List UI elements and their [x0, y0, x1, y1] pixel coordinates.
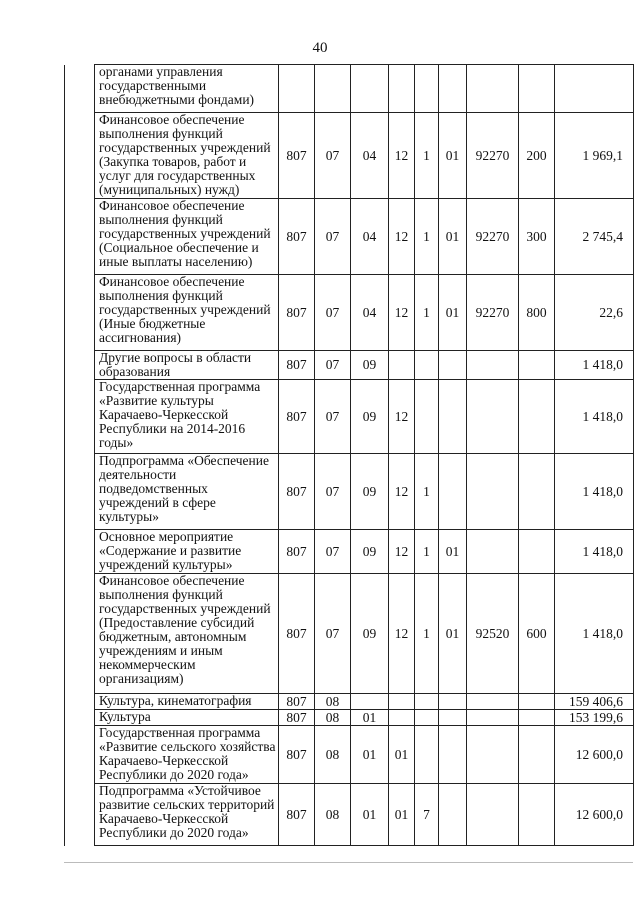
row-name: Культура, кинематография — [95, 694, 279, 710]
cell-p2: 1 — [415, 275, 439, 351]
cell-amount: 2 745,4 — [555, 199, 634, 275]
table-row — [65, 275, 634, 351]
cell-p4 — [467, 694, 519, 710]
cell-pr: 09 — [351, 351, 389, 380]
cell-p1: 12 — [389, 113, 415, 199]
row-name: Основное мероприятие «Содержание и развитие учреждений культуры» — [95, 530, 279, 574]
cell-pr: 01 — [351, 726, 389, 784]
cell-gr: 807 — [279, 574, 315, 694]
cell-vr — [519, 530, 555, 574]
row-margin-cell — [65, 275, 95, 351]
cell-pr: 04 — [351, 199, 389, 275]
cell-p3: 01 — [439, 199, 467, 275]
cell-p2: 1 — [415, 199, 439, 275]
row-name: Подпрограмма «Обеспечение деятельности подведомственных учреждений в сфере культуры» — [95, 454, 279, 530]
row-name: Государственная программа «Развитие сельского хозяйства Карачаево-Черкесской Республики до 2020 года» — [95, 726, 279, 784]
budget-table — [64, 64, 634, 846]
row-margin-cell — [65, 65, 95, 113]
cell-p2 — [415, 710, 439, 726]
cell-vr — [519, 351, 555, 380]
cell-p1: 12 — [389, 574, 415, 694]
page-bottom-line — [64, 862, 633, 863]
cell-p1: 12 — [389, 199, 415, 275]
cell-p2 — [415, 380, 439, 454]
table-row — [65, 710, 634, 726]
row-name: Другие вопросы в области образования — [95, 351, 279, 380]
cell-rz: 07 — [315, 454, 351, 530]
cell-rz: 07 — [315, 574, 351, 694]
cell-p3: 01 — [439, 275, 467, 351]
cell-amount: 12 600,0 — [555, 726, 634, 784]
cell-gr: 807 — [279, 530, 315, 574]
cell-amount: 22,6 — [555, 275, 634, 351]
cell-rz: 07 — [315, 275, 351, 351]
cell-p1: 12 — [389, 380, 415, 454]
cell-gr: 807 — [279, 454, 315, 530]
row-name: органами управления государственными внебюджетными фондами) — [95, 65, 279, 113]
row-name: Финансовое обеспечение выполнения функций государственных учреждений (Социальное обеспечение и иные выплаты населению) — [95, 199, 279, 275]
cell-p4 — [467, 710, 519, 726]
cell-amount: 1 418,0 — [555, 454, 634, 530]
cell-p4 — [467, 380, 519, 454]
cell-p2 — [415, 65, 439, 113]
cell-vr — [519, 454, 555, 530]
row-margin-cell — [65, 694, 95, 710]
cell-p4 — [467, 454, 519, 530]
row-margin-cell — [65, 199, 95, 275]
cell-rz: 07 — [315, 530, 351, 574]
table-row — [65, 694, 634, 710]
cell-p3 — [439, 351, 467, 380]
cell-pr — [351, 65, 389, 113]
cell-gr: 807 — [279, 784, 315, 846]
cell-vr — [519, 784, 555, 846]
cell-vr: 600 — [519, 574, 555, 694]
row-name: Финансовое обеспечение выполнения функций государственных учреждений (Закупка товаров, работ и услуг для государственных (муниципальных) нужд) — [95, 113, 279, 199]
cell-rz: 07 — [315, 380, 351, 454]
cell-p3: 01 — [439, 113, 467, 199]
cell-rz: 08 — [315, 694, 351, 710]
cell-p2 — [415, 726, 439, 784]
cell-vr: 200 — [519, 113, 555, 199]
cell-p3 — [439, 694, 467, 710]
cell-pr: 04 — [351, 113, 389, 199]
table-row — [65, 454, 634, 530]
row-margin-cell — [65, 574, 95, 694]
cell-gr: 807 — [279, 113, 315, 199]
row-margin-cell — [65, 113, 95, 199]
cell-amount: 12 600,0 — [555, 784, 634, 846]
cell-p4: 92270 — [467, 113, 519, 199]
cell-p1: 01 — [389, 726, 415, 784]
cell-pr: 09 — [351, 454, 389, 530]
cell-p4: 92270 — [467, 275, 519, 351]
cell-p3 — [439, 65, 467, 113]
cell-p4 — [467, 351, 519, 380]
cell-pr — [351, 694, 389, 710]
row-margin-cell — [65, 726, 95, 784]
cell-vr: 800 — [519, 275, 555, 351]
cell-vr — [519, 65, 555, 113]
cell-p1 — [389, 351, 415, 380]
cell-amount: 1 418,0 — [555, 574, 634, 694]
cell-p3 — [439, 726, 467, 784]
cell-p3 — [439, 710, 467, 726]
table-row — [65, 351, 634, 380]
cell-rz: 07 — [315, 113, 351, 199]
cell-amount: 1 418,0 — [555, 380, 634, 454]
row-margin-cell — [65, 784, 95, 846]
table-row — [65, 726, 634, 784]
cell-p2: 1 — [415, 574, 439, 694]
cell-p4: 92270 — [467, 199, 519, 275]
cell-rz: 07 — [315, 351, 351, 380]
cell-p3: 01 — [439, 530, 467, 574]
page-number: 40 — [312, 40, 328, 56]
cell-vr: 300 — [519, 199, 555, 275]
row-name: Финансовое обеспечение выполнения функций государственных учреждений (Иные бюджетные ассигнования) — [95, 275, 279, 351]
cell-amount — [555, 65, 634, 113]
row-name: Подпрограмма «Устойчивое развитие сельских территорий Карачаево-Черкесской Республики до 2020 года» — [95, 784, 279, 846]
cell-amount: 1 418,0 — [555, 351, 634, 380]
cell-p4 — [467, 530, 519, 574]
cell-pr: 01 — [351, 710, 389, 726]
cell-rz: 08 — [315, 710, 351, 726]
cell-p2: 1 — [415, 113, 439, 199]
cell-amount: 1 418,0 — [555, 530, 634, 574]
cell-rz — [315, 65, 351, 113]
cell-p2: 1 — [415, 530, 439, 574]
row-margin-cell — [65, 530, 95, 574]
cell-p1 — [389, 65, 415, 113]
row-name: Культура — [95, 710, 279, 726]
table-row — [65, 380, 634, 454]
cell-p4 — [467, 726, 519, 784]
cell-p1: 12 — [389, 275, 415, 351]
cell-p3 — [439, 454, 467, 530]
cell-p4 — [467, 784, 519, 846]
cell-p1: 12 — [389, 530, 415, 574]
cell-rz: 07 — [315, 199, 351, 275]
table-row — [65, 113, 634, 199]
cell-gr: 807 — [279, 380, 315, 454]
row-margin-cell — [65, 454, 95, 530]
cell-gr: 807 — [279, 710, 315, 726]
cell-pr: 01 — [351, 784, 389, 846]
cell-vr — [519, 694, 555, 710]
cell-gr: 807 — [279, 351, 315, 380]
cell-gr: 807 — [279, 275, 315, 351]
cell-amount: 1 969,1 — [555, 113, 634, 199]
cell-vr — [519, 726, 555, 784]
cell-p2: 7 — [415, 784, 439, 846]
table-row — [65, 784, 634, 846]
table-row — [65, 199, 634, 275]
cell-pr: 09 — [351, 574, 389, 694]
cell-p1: 12 — [389, 454, 415, 530]
cell-vr — [519, 380, 555, 454]
table-row — [65, 530, 634, 574]
table-row — [65, 574, 634, 694]
cell-p4 — [467, 65, 519, 113]
cell-rz: 08 — [315, 784, 351, 846]
cell-p3 — [439, 784, 467, 846]
row-margin-cell — [65, 351, 95, 380]
cell-gr: 807 — [279, 726, 315, 784]
cell-gr: 807 — [279, 199, 315, 275]
row-name: Финансовое обеспечение выполнения функций государственных учреждений (Предоставление субсидий бюджетным, автономным учреждениям и иным некоммерческим организациям) — [95, 574, 279, 694]
cell-p3 — [439, 380, 467, 454]
cell-gr: 807 — [279, 694, 315, 710]
cell-p1 — [389, 694, 415, 710]
row-margin-cell — [65, 710, 95, 726]
cell-rz: 08 — [315, 726, 351, 784]
table-row — [65, 65, 634, 113]
cell-amount: 153 199,6 — [555, 710, 634, 726]
cell-p2 — [415, 351, 439, 380]
cell-p4: 92520 — [467, 574, 519, 694]
cell-pr: 09 — [351, 530, 389, 574]
cell-p3: 01 — [439, 574, 467, 694]
cell-pr: 09 — [351, 380, 389, 454]
cell-pr: 04 — [351, 275, 389, 351]
cell-p2 — [415, 694, 439, 710]
cell-amount: 159 406,6 — [555, 694, 634, 710]
cell-p1: 01 — [389, 784, 415, 846]
row-margin-cell — [65, 380, 95, 454]
cell-vr — [519, 710, 555, 726]
cell-gr — [279, 65, 315, 113]
cell-p1 — [389, 710, 415, 726]
row-name: Государственная программа «Развитие культуры Карачаево-Черкесской Республики на 2014-2016 годы» — [95, 380, 279, 454]
cell-p2: 1 — [415, 454, 439, 530]
